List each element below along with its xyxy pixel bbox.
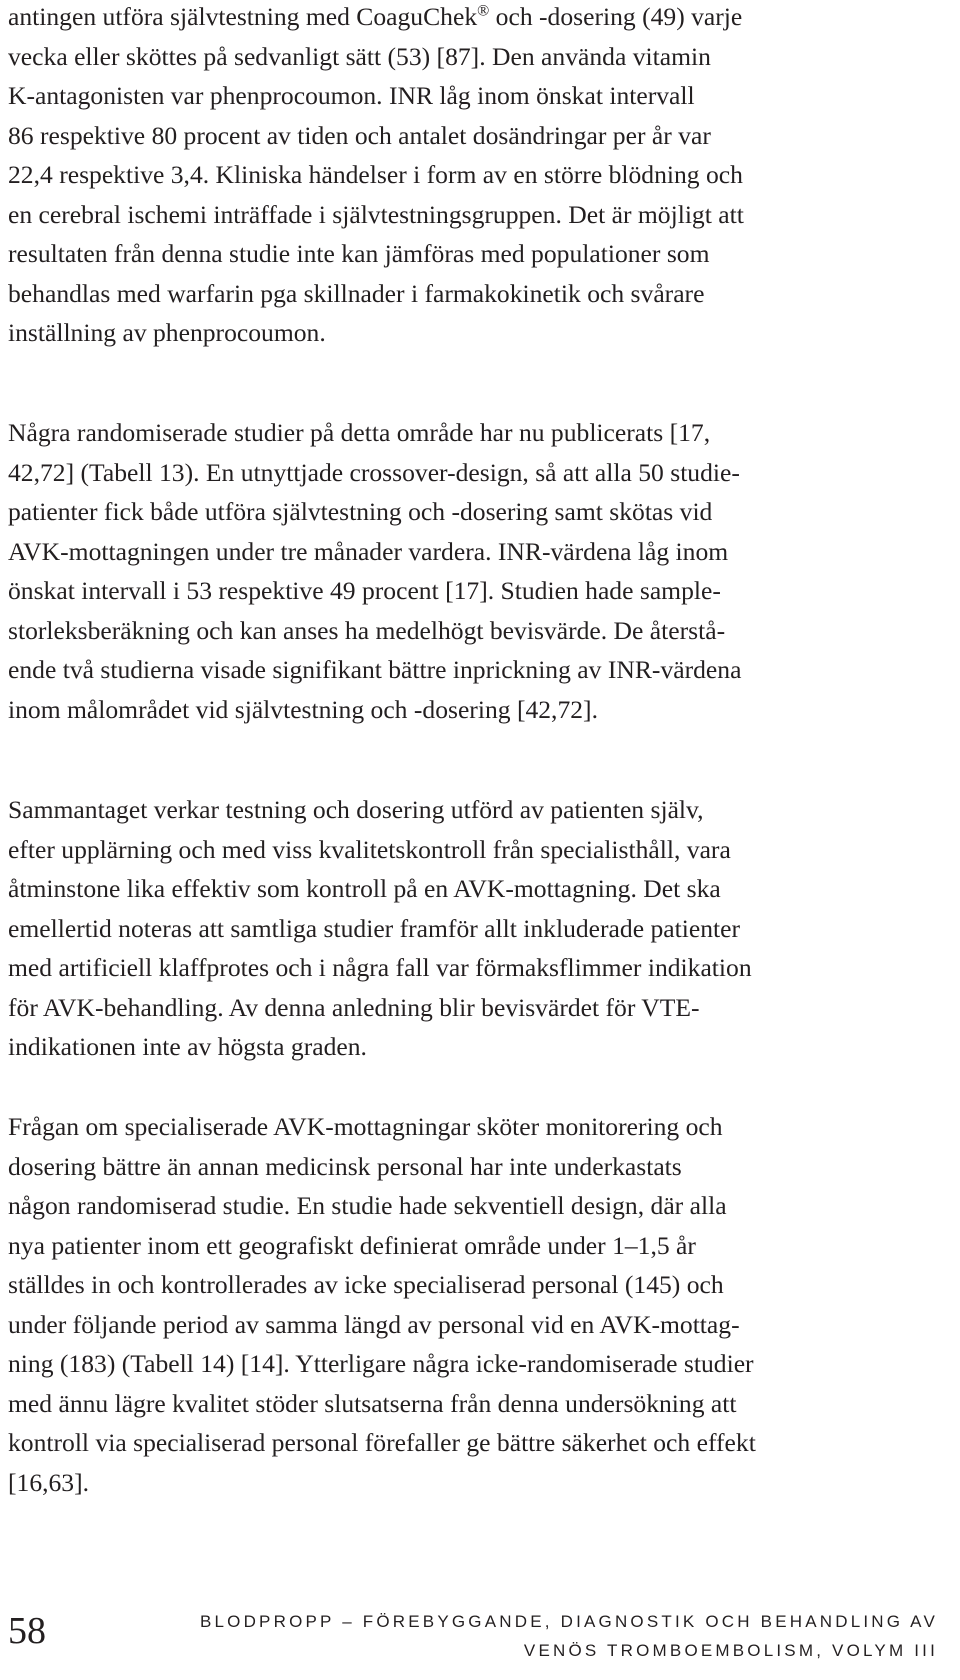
text-line: för AVK-behandling. Av denna anledning blir bevisvärdet för VTE- [8,992,700,1022]
text-line: 86 respektive 80 procent av tiden och antalet dosändringar per år var [8,120,711,150]
text-line: AVK-mottagningen under tre månader vardera. INR-värdena låg inom [8,536,729,566]
running-title [200,1607,938,1665]
running-title-line: BLODPROPP – FÖREBYGGANDE, DIAGNOSTIK OCH BEHANDLING AV [199,1612,938,1631]
text-line: vecka eller sköttes på sedvanligt sätt (53) [87]. Den använda vitamin [8,41,711,71]
text-line: någon randomiserad studie. En studie hade sekventiell design, där alla [8,1191,727,1220]
text-line: ning (183) (Tabell 14) [14]. Ytterligare några icke-randomiserade studier [8,1349,754,1378]
text-line: storleksberäkning och kan anses ha medelhögt bevisvärde. De återstå- [8,615,726,645]
text-line: indikationen inte av högsta graden. [8,1032,367,1061]
text-line: patienter fick både utföra självtestning och -dosering samt skötas vid [8,497,713,526]
text-line: under följande period av samma längd av personal vid en AVK-mottag- [8,1309,740,1339]
text-line: Sammantaget verkar testning och dosering utförd av patienten själv, [8,795,704,824]
text-line: 22,4 respektive 3,4. Kliniska händelser i form av en större blödning och [8,160,743,189]
text-line: [16,63]. [8,1467,90,1497]
text-line: behandlas med warfarin pga skillnader i farmakokinetik och svårare [8,278,705,308]
paragraph-summary [8,790,752,1067]
text-line: inom målområdet vid självtestning och -dosering [42,72]. [8,694,598,724]
running-title-line: VENÖS TROMBOEMBOLISM, VOLYM III [523,1641,938,1660]
text-line: en cerebral ischemi inträffade i självtestningsgruppen. Det är möjligt att [8,199,744,229]
text-line: Frågan om specialiserade AVK-mottagningar sköter monitorering och [8,1112,723,1141]
text-line: med ännu lägre kvalitet stöder slutsatserna från denna undersökning att [8,1388,737,1418]
text-line: 42,72] (Tabell 13). En utnyttjade crossover-design, så att alla 50 studie- [8,457,740,487]
text-line: resultaten från denna studie inte kan jämföras med populationer som [8,239,710,268]
text-line: ende två studierna visade signifikant bättre inprickning av INR-värdena [8,655,742,684]
text-line: åtminstone lika effektiv som kontroll på en AVK-mottagning. Det ska [8,874,721,903]
text-line: kontroll via specialiserad personal förefaller ge bättre säkerhet och effekt [8,1428,756,1457]
page-footer [0,1595,960,1675]
text-line: dosering bättre än annan medicinsk personal har inte underkastats [8,1151,682,1181]
text-line: med artificiell klaffprotes och i några fall var förmaksflimmer indikation [8,953,752,982]
text-line: antingen utföra självtestning med CoaguChek® och -dosering (49) varje [8,2,743,31]
registered-mark: ® [477,2,490,20]
text-line: önskat intervall i 53 respektive 49 procent [17]. Studien hade sample- [8,576,721,605]
text-line: nya patienter inom ett geografiskt definierat område under 1–1,5 år [8,1230,696,1260]
paragraph-specialized-clinics [8,1107,756,1502]
paragraph-randomized-studies [8,413,741,729]
text-line: efter upplärning och med viss kvalitetskontroll från specialisthåll, vara [8,834,731,864]
text-line: inställning av phenprocoumon. [8,318,326,347]
paragraph-self-testing-study [8,0,744,353]
page-number: 58 [8,1610,46,1652]
text-line: ställdes in och kontrollerades av icke specialiserad personal (145) och [8,1270,724,1299]
text-line: K-antagonisten var phenprocoumon. INR låg inom önskat intervall [8,81,695,110]
text-line: emellertid noteras att samtliga studier framför allt inkluderade patienter [8,913,740,943]
text-line: Några randomiserade studier på detta område har nu publicerats [17, [8,418,711,447]
